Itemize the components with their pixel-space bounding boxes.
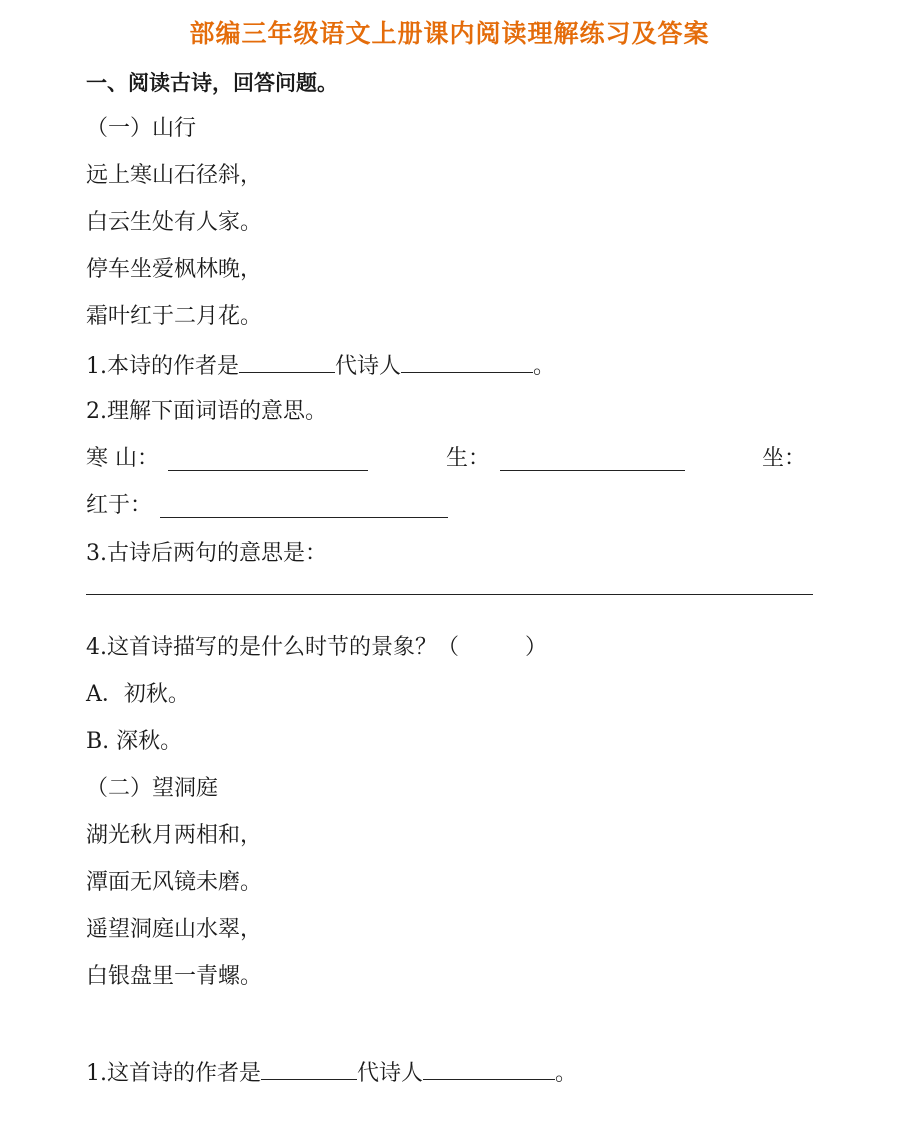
poem2-line-1: 湖光秋月两相和， bbox=[86, 823, 263, 848]
word-hanshan-label: 寒 山： bbox=[86, 446, 159, 471]
section-heading: 一、阅读古诗，回答问题。 bbox=[86, 71, 338, 95]
answer-blank-hongyu[interactable] bbox=[160, 495, 448, 518]
word-zuo-label: 坐： bbox=[762, 446, 807, 471]
word-sheng-label: 生： bbox=[446, 446, 491, 471]
poem1-line-4: 霜叶红于二月花。 bbox=[86, 304, 263, 329]
question2-author-prefix: 1.这首诗的作者是 bbox=[86, 1061, 261, 1086]
answer-line-meaning[interactable] bbox=[86, 594, 813, 595]
word-hongyu-label: 红于： bbox=[86, 493, 153, 518]
question-word-meaning: 2.理解下面词语的意思。 bbox=[86, 399, 327, 424]
question-author-prefix: 1.本诗的作者是 bbox=[86, 354, 239, 379]
answer2-blank-poet[interactable] bbox=[423, 1057, 555, 1080]
question-author bbox=[86, 350, 555, 382]
question-author-end: 。 bbox=[533, 354, 556, 379]
question2-author-mid: 代诗人 bbox=[357, 1061, 424, 1086]
question-season: 4.这首诗描写的是什么时节的景象？（ ） bbox=[86, 635, 547, 660]
question-author-mid: 代诗人 bbox=[335, 354, 402, 379]
option-b: B. 深秋。 bbox=[86, 729, 183, 754]
poem1-label: （一）山行 bbox=[86, 116, 197, 141]
answer-blank-poet[interactable] bbox=[401, 350, 533, 373]
poem2-label: （二）望洞庭 bbox=[86, 776, 219, 801]
answer-blank-dynasty[interactable] bbox=[239, 350, 335, 373]
poem1-line-3: 停车坐爱枫林晚， bbox=[86, 257, 263, 282]
option-a: A．初秋。 bbox=[86, 682, 190, 707]
poem2-line-3: 遥望洞庭山水翠， bbox=[86, 917, 263, 942]
question-meaning: 3.古诗后两句的意思是： bbox=[86, 541, 327, 566]
answer-blank-sheng[interactable] bbox=[500, 448, 685, 471]
poem1-line-2: 白云生处有人家。 bbox=[86, 210, 263, 235]
question2-author-end: 。 bbox=[555, 1061, 578, 1086]
answer-blank-hanshan[interactable] bbox=[168, 448, 368, 471]
poem2-line-2: 潭面无风镜未磨。 bbox=[86, 870, 263, 895]
document-title: 部编三年级语文上册课内阅读理解练习及答案 bbox=[189, 19, 710, 48]
poem2-line-4: 白银盘里一青螺。 bbox=[86, 964, 263, 989]
question2-author bbox=[86, 1057, 577, 1089]
poem1-line-1: 远上寒山石径斜， bbox=[86, 163, 263, 188]
answer2-blank-dynasty[interactable] bbox=[261, 1057, 357, 1080]
